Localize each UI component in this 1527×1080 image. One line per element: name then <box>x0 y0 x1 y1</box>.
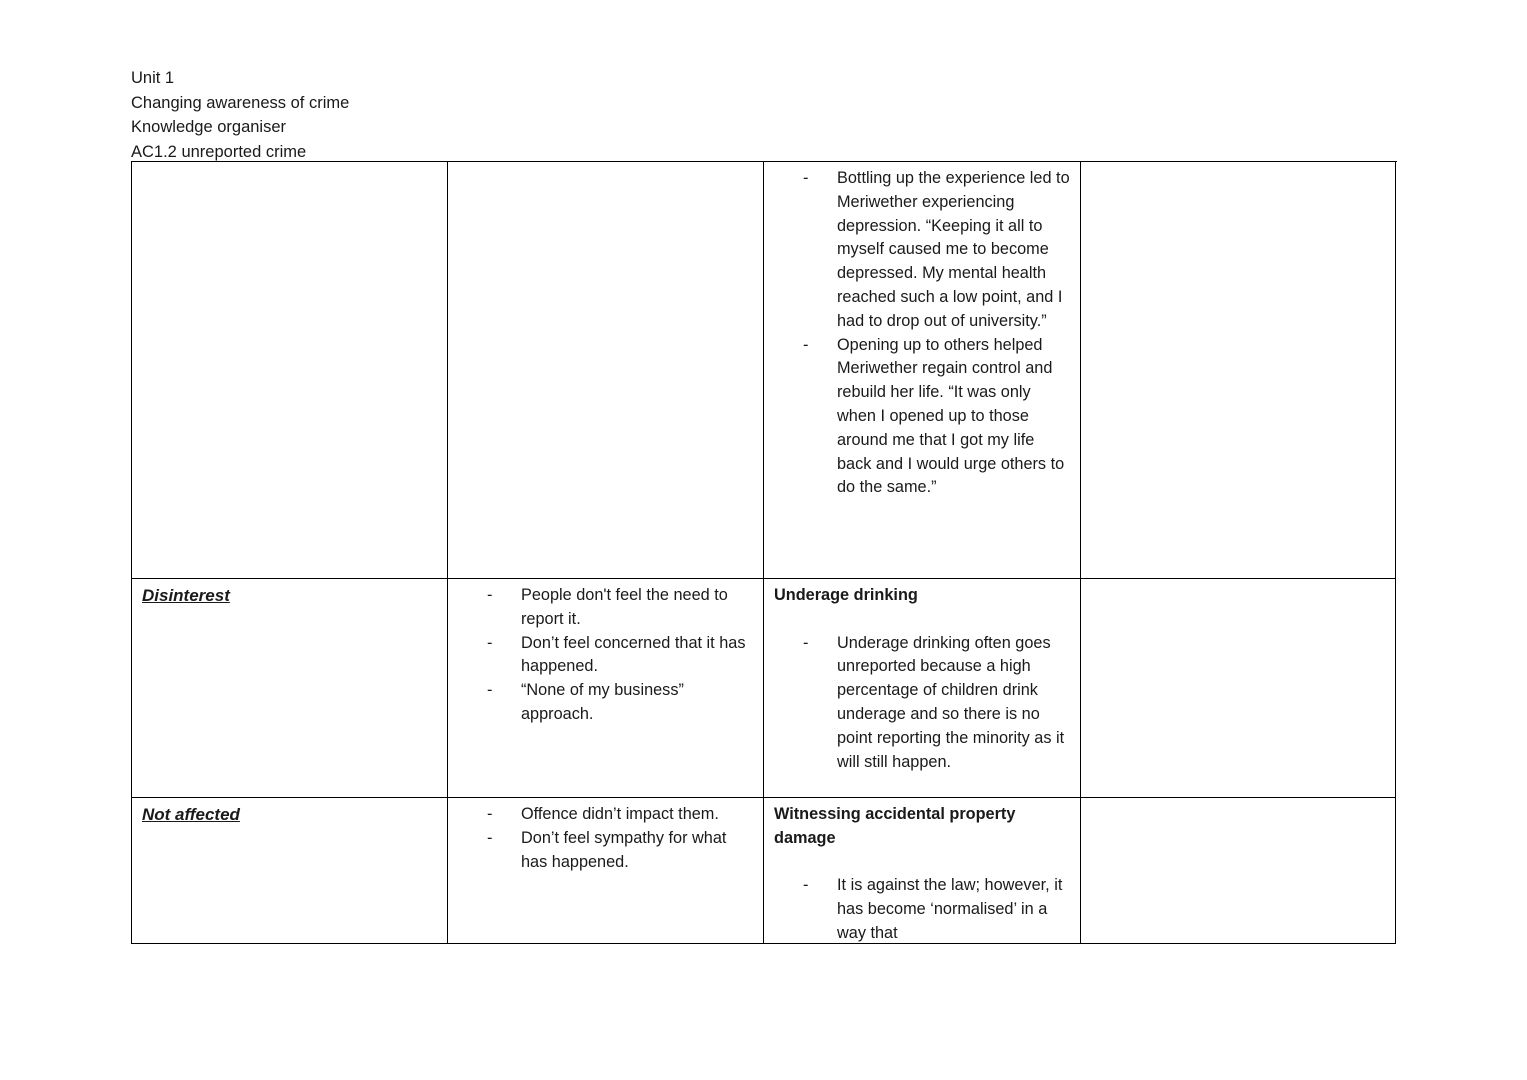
reason-cell <box>132 579 448 798</box>
header-line-ac: AC1.2 unreported crime <box>131 142 307 161</box>
bullet-text: People don't feel the need to report it. <box>521 586 728 628</box>
header-line-unit: Unit 1 <box>131 69 175 87</box>
behaviours-cell <box>448 579 764 798</box>
list-item <box>803 167 1070 334</box>
notes-cell <box>1081 798 1396 944</box>
list-item <box>487 803 753 827</box>
bullet-dash: - <box>803 876 809 895</box>
knowledge-organiser-table <box>131 161 1397 944</box>
reason-cell <box>132 162 448 579</box>
behaviours-cell <box>448 162 764 579</box>
bullet-text: It is against the law; however, it has become ‘normalised’ in a way that <box>837 876 1063 942</box>
reason-label: Not affected <box>142 805 240 824</box>
example-cell <box>764 798 1081 944</box>
example-cell <box>764 579 1081 798</box>
reason-cell <box>132 798 448 944</box>
header-line-topic: Changing awareness of crime <box>131 93 350 112</box>
blank-line <box>774 851 1070 875</box>
bullet-text: Don’t feel concerned that it has happened. <box>521 633 746 676</box>
header-line-type: Knowledge organiser <box>131 118 287 137</box>
example-heading: Underage drinking <box>774 586 918 604</box>
bullet-dash: - <box>487 681 493 700</box>
bullet-dash: - <box>803 335 809 354</box>
reason-label: Disinterest <box>142 586 230 605</box>
notes-cell <box>1081 162 1396 579</box>
list-item <box>487 632 753 680</box>
bullet-dash: - <box>487 633 493 652</box>
list-item <box>487 679 753 727</box>
list-item <box>803 334 1070 501</box>
bullet-dash: - <box>803 633 809 652</box>
document-header <box>131 66 349 164</box>
bullet-dash: - <box>487 828 493 847</box>
bullet-text: Opening up to others helped Meriwether regain control and rebuild her life. “It was only when I opened up to those around me that I got my life back and I would urge others to do the same.” <box>837 335 1065 497</box>
behaviours-cell <box>448 798 764 944</box>
list-item <box>487 584 753 632</box>
list-item <box>803 632 1070 775</box>
bullet-text: Offence didn’t impact them. <box>521 805 719 823</box>
notes-cell <box>1081 579 1396 798</box>
bullet-text: Don’t feel sympathy for what has happened. <box>521 828 727 871</box>
bullet-text: “None of my business” approach. <box>521 681 684 723</box>
bullet-text: Underage drinking often goes unreported because a high percentage of children drink underage and so there is no point reporting the minority as it will still happen. <box>837 633 1065 771</box>
bullet-dash: - <box>487 586 493 604</box>
list-item <box>487 827 753 875</box>
bullet-dash: - <box>487 805 493 823</box>
example-heading: Witnessing accidental property damage <box>774 805 1016 847</box>
blank-line <box>774 608 1070 632</box>
bullet-dash: - <box>803 169 809 187</box>
example-cell <box>764 162 1081 579</box>
list-item <box>803 874 1070 944</box>
bullet-text: Bottling up the experience led to Meriwether experiencing depression. “Keeping it all to myself caused me to become depressed. My mental health reached such a low point, and I had to drop out of university.” <box>837 169 1070 330</box>
